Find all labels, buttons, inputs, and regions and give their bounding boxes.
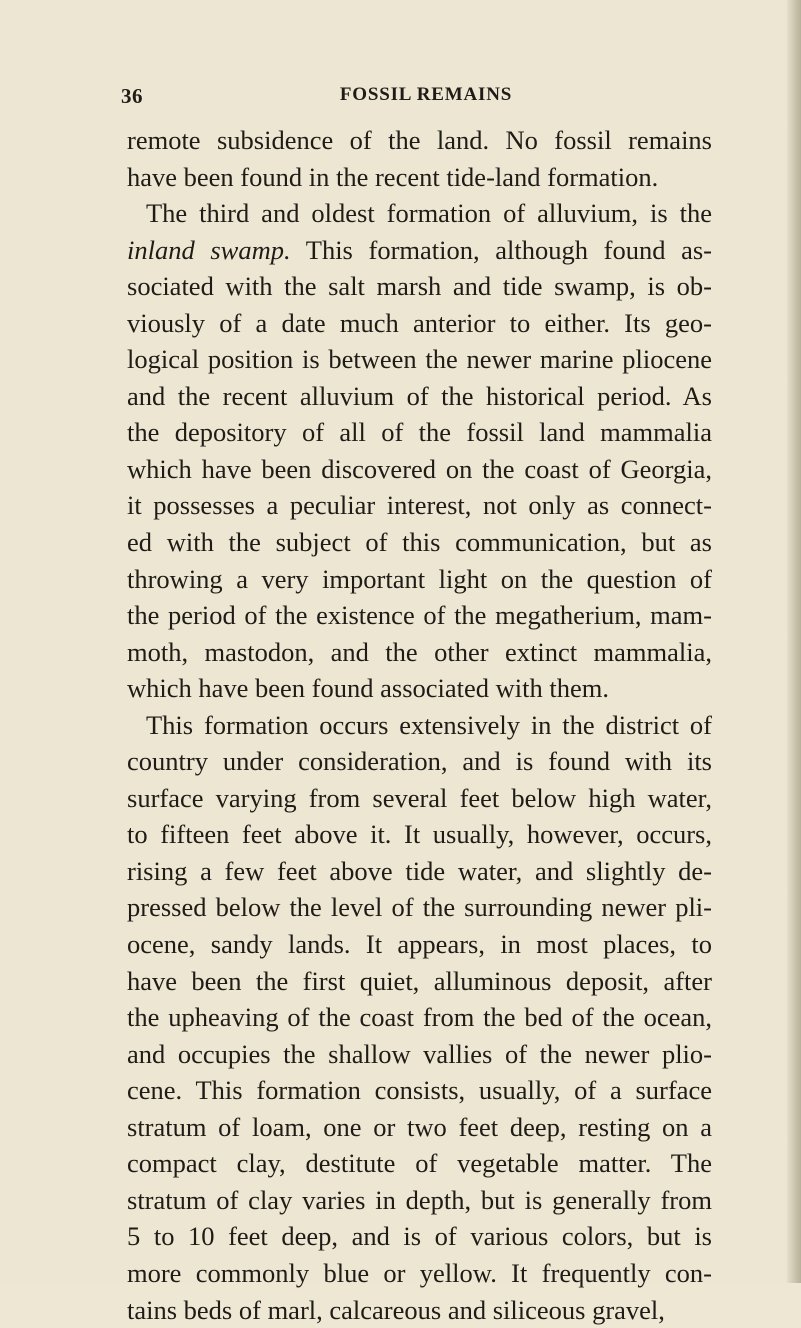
text-line: ed with the subject of this communication, but as <box>127 524 712 561</box>
text-line: logical position is between the newer marine pliocene <box>127 341 712 378</box>
text-line: the upheaving of the coast from the bed of the ocean, <box>127 999 712 1036</box>
text-line: moth, mastodon, and the other extinct mammalia, <box>127 634 712 671</box>
text-line: cene. This formation consists, usually, of a surface <box>127 1072 712 1109</box>
text-line: which have been discovered on the coast of Georgia, <box>127 451 712 488</box>
text-line: rising a few feet above tide water, and slightly de- <box>127 853 712 890</box>
text-line: ocene, sandy lands. It appears, in most places, to <box>127 926 712 963</box>
page-edge-shadow <box>787 0 801 1283</box>
text-line: have been found in the recent tide-land formation. <box>127 159 712 196</box>
text-line: The third and oldest formation of alluvium, is the <box>127 195 712 232</box>
text-line: viously of a date much anterior to either. Its geo- <box>127 305 712 342</box>
text-line: the depository of all of the fossil land mammalia <box>127 414 712 451</box>
text-line: and occupies the shallow vallies of the newer plio- <box>127 1036 712 1073</box>
page-number: 36 <box>121 84 143 109</box>
text-line: remote subsidence of the land. No fossil remains <box>127 122 712 159</box>
text-line: tains beds of marl, calcareous and siliceous gravel, <box>127 1292 712 1328</box>
line-text: This formation, although found as- <box>291 235 712 265</box>
text-line: sociated with the salt marsh and tide swamp, is ob- <box>127 268 712 305</box>
text-line: This formation occurs extensively in the district of <box>127 707 712 744</box>
text-line: and the recent alluvium of the historical period. As <box>127 378 712 415</box>
text-line: it possesses a peculiar interest, not only as connect- <box>127 487 712 524</box>
text-line: surface varying from several feet below high water, <box>127 780 712 817</box>
text-line: throwing a very important light on the question of <box>127 561 712 598</box>
text-line: compact clay, destitute of vegetable matter. The <box>127 1145 712 1182</box>
page-header <box>121 84 711 114</box>
text-line <box>127 232 712 269</box>
body-text <box>127 122 712 1328</box>
text-line: stratum of clay varies in depth, but is generally from <box>127 1182 712 1219</box>
text-line: the period of the existence of the megatherium, mam- <box>127 597 712 634</box>
italic-term: inland swamp. <box>127 235 291 265</box>
running-head: FOSSIL REMAINS <box>121 84 711 106</box>
text-line: have been the first quiet, alluminous deposit, after <box>127 963 712 1000</box>
text-line: stratum of loam, one or two feet deep, resting on a <box>127 1109 712 1146</box>
text-line: 5 to 10 feet deep, and is of various colors, but is <box>127 1218 712 1255</box>
text-line: more commonly blue or yellow. It frequently con- <box>127 1255 712 1292</box>
text-line: country under consideration, and is found with its <box>127 743 712 780</box>
text-line: to fifteen feet above it. It usually, however, occurs, <box>127 816 712 853</box>
text-line: pressed below the level of the surrounding newer pli- <box>127 889 712 926</box>
text-line: which have been found associated with them. <box>127 670 712 707</box>
